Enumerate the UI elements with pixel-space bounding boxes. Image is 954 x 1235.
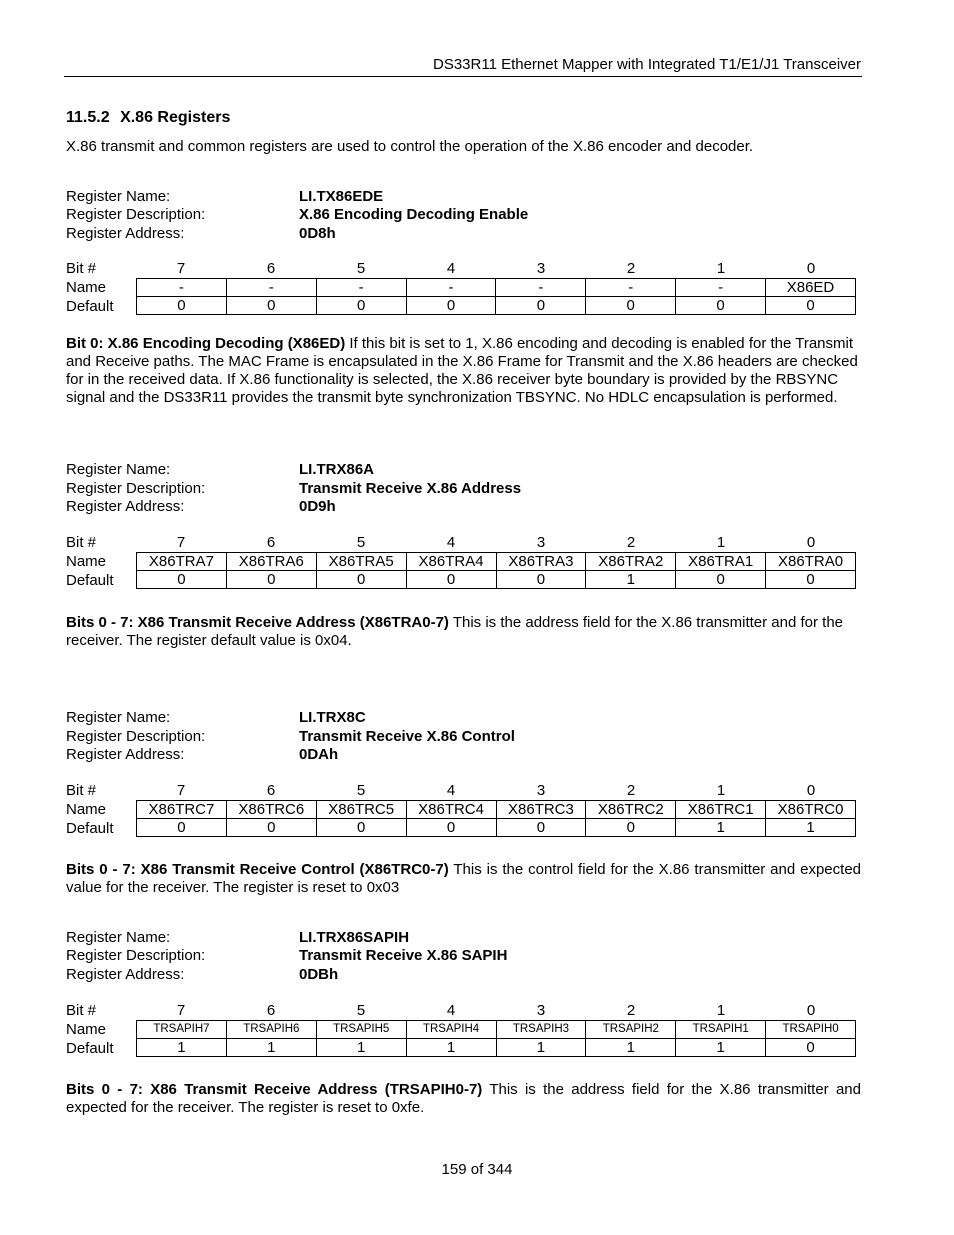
- bit-number: 6: [266, 1002, 276, 1019]
- register-description: Transmit Receive X.86 Address: [299, 480, 522, 497]
- bit-name-cell: TRSAPIH1: [676, 1021, 766, 1039]
- bit-name-cell: X86TRC3: [496, 801, 586, 819]
- bit-number: 3: [536, 1002, 546, 1019]
- bit-name-cell: -: [137, 279, 227, 297]
- bit-number: 6: [266, 534, 276, 551]
- bit-default-cell: 1: [316, 1039, 406, 1057]
- register-description-label: Register Description:: [66, 728, 206, 745]
- bit-name-label: Name: [66, 1021, 107, 1038]
- bit-default-cell: 0: [137, 819, 227, 837]
- bit-name-cell: -: [676, 279, 766, 297]
- bit-name-cell: X86TRC2: [586, 801, 676, 819]
- bit-name-cell: X86TRA7: [137, 553, 227, 571]
- page-header: DS33R11 Ethernet Mapper with Integrated T1/E1/J1 Transceiver: [432, 56, 861, 73]
- register-name: LI.TRX86A: [299, 461, 375, 478]
- bit-default-label: Default: [66, 572, 114, 589]
- bit-name-cell: X86TRA0: [766, 553, 856, 571]
- bit-name-cell: -: [406, 279, 496, 297]
- register-address-label: Register Address:: [66, 966, 185, 983]
- name-row: [137, 801, 856, 819]
- name-row: [137, 553, 856, 571]
- bit-default-cell: 1: [406, 1039, 496, 1057]
- bit-number: 6: [266, 782, 276, 799]
- register-bit-grid: [136, 552, 856, 589]
- register-description: Transmit Receive X.86 SAPIH: [299, 947, 508, 964]
- bit-name-cell: X86TRA4: [406, 553, 496, 571]
- bit-name-cell: X86TRA5: [316, 553, 406, 571]
- bit-number: 2: [626, 782, 636, 799]
- bit-default-cell: 1: [226, 1039, 316, 1057]
- register-name: LI.TRX86SAPIH: [299, 929, 410, 946]
- bit-number: 5: [356, 1002, 366, 1019]
- bit-number: 5: [356, 782, 366, 799]
- bit-number: 2: [626, 534, 636, 551]
- name-row: [137, 1021, 856, 1039]
- register-name: LI.TX86EDE: [299, 188, 384, 205]
- register-address: 0D8h: [299, 225, 336, 242]
- bit-default-cell: 0: [316, 819, 406, 837]
- bit-name-cell: TRSAPIH4: [406, 1021, 496, 1039]
- bit-name-cell: TRSAPIH6: [226, 1021, 316, 1039]
- bit-default-cell: 1: [586, 1039, 676, 1057]
- register-description: X.86 Encoding Decoding Enable: [299, 206, 529, 223]
- bit-default-cell: 0: [406, 571, 496, 589]
- register-description-label: Register Description:: [66, 206, 206, 223]
- bit-default-cell: 1: [676, 1039, 766, 1057]
- bit-default-cell: 0: [406, 297, 496, 315]
- register-description-label: Register Description:: [66, 480, 206, 497]
- bit-name-cell: -: [226, 279, 316, 297]
- register-name-label: Register Name:: [66, 709, 171, 726]
- bit-default-cell: 0: [586, 297, 676, 315]
- bit-number: 3: [536, 782, 546, 799]
- name-row: [137, 279, 856, 297]
- bit-description-title: Bits 0 - 7: X86 Transmit Receive Control (X86TRC0-7): [66, 861, 449, 878]
- bit-number: 7: [176, 1002, 186, 1019]
- bit-description-text: This is the control field for the X.86 transmitter and expected value for the receiver. The register is reset to 0x03: [66, 861, 862, 896]
- register-description: Transmit Receive X.86 Control: [299, 728, 515, 745]
- register-name: LI.TRX8C: [299, 709, 366, 726]
- bit-default-cell: 0: [766, 1039, 856, 1057]
- bit-number: 1: [716, 260, 726, 277]
- bit-name-cell: X86TRC1: [676, 801, 766, 819]
- bit-name-label: Name: [66, 553, 107, 570]
- section-heading: [66, 109, 230, 127]
- bit-default-label: Default: [66, 820, 114, 837]
- register-bit-grid: [136, 800, 856, 837]
- register-bit-grid: [136, 1020, 856, 1057]
- page-footer: 159 of 344: [441, 1161, 513, 1178]
- register-name-label: Register Name:: [66, 188, 171, 205]
- bit-name-cell: X86TRC6: [226, 801, 316, 819]
- bit-number: 3: [536, 534, 546, 551]
- register-address-label: Register Address:: [66, 225, 185, 242]
- header-rule: [64, 76, 862, 77]
- register-description-label: Register Description:: [66, 947, 206, 964]
- register-bit-grid: [136, 278, 856, 315]
- bit-default-cell: 0: [226, 297, 316, 315]
- bit-default-cell: 0: [226, 571, 316, 589]
- bit-default-cell: 1: [496, 1039, 586, 1057]
- bit-default-cell: 0: [316, 571, 406, 589]
- bit-default-cell: 1: [676, 819, 766, 837]
- bit-name-cell: X86TRA1: [676, 553, 766, 571]
- bit-default-cell: 0: [766, 571, 856, 589]
- bit-number: 5: [356, 260, 366, 277]
- default-row: [137, 819, 856, 837]
- bit-number: 3: [536, 260, 546, 277]
- default-row: [137, 571, 856, 589]
- register-address-label: Register Address:: [66, 746, 185, 763]
- bit-number: 0: [806, 782, 816, 799]
- bit-description-title: Bit 0: X.86 Encoding Decoding (X86ED): [66, 335, 346, 352]
- bit-name-cell: X86TRC0: [766, 801, 856, 819]
- bit-name-cell: TRSAPIH0: [766, 1021, 856, 1039]
- bit-number: 7: [176, 260, 186, 277]
- section-title: X.86 Registers: [120, 109, 231, 126]
- bit-number: 4: [446, 534, 456, 551]
- bit-number: 0: [806, 260, 816, 277]
- bit-name-cell: X86TRA6: [226, 553, 316, 571]
- bit-number: 7: [176, 534, 186, 551]
- bit-description: [66, 614, 861, 650]
- bit-number: 1: [716, 782, 726, 799]
- bit-description: [66, 861, 861, 897]
- bit-name-cell: -: [586, 279, 676, 297]
- bit-default-cell: 0: [676, 297, 766, 315]
- register-address: 0DBh: [299, 966, 339, 983]
- bit-number: 4: [446, 782, 456, 799]
- bit-default-cell: 0: [406, 819, 496, 837]
- bit-description-text: This is the address field for the X.86 transmitter and expected for the receiver. The register is reset to 0xfe.: [66, 1081, 861, 1116]
- bit-description-title: Bits 0 - 7: X86 Transmit Receive Address (X86TRA0-7): [66, 614, 449, 631]
- section-number: 11.5.2: [66, 109, 110, 126]
- bit-description-title: Bits 0 - 7: X86 Transmit Receive Address (TRSAPIH0-7): [66, 1081, 483, 1098]
- bit-number: 2: [626, 260, 636, 277]
- intro-paragraph: X.86 transmit and common registers are used to control the operation of the X.86 encoder and decoder.: [66, 138, 754, 155]
- bit-default-cell: 0: [137, 571, 227, 589]
- bit-name-label: Name: [66, 279, 107, 296]
- bit-default-cell: 0: [496, 297, 586, 315]
- bit-default-cell: 0: [137, 297, 227, 315]
- register-address: 0D9h: [299, 498, 336, 515]
- bit-number: 6: [266, 260, 276, 277]
- bit-name-cell: X86TRC4: [406, 801, 496, 819]
- bit-number-label: Bit #: [66, 534, 97, 551]
- bit-number: 0: [806, 1002, 816, 1019]
- default-row: [137, 297, 856, 315]
- bit-name-cell: TRSAPIH3: [496, 1021, 586, 1039]
- register-address: 0DAh: [299, 746, 339, 763]
- bit-name-cell: X86TRC5: [316, 801, 406, 819]
- bit-name-label: Name: [66, 801, 107, 818]
- bit-name-cell: -: [496, 279, 586, 297]
- bit-number: 1: [716, 1002, 726, 1019]
- bit-default-cell: 0: [586, 819, 676, 837]
- bit-description: [66, 1081, 861, 1117]
- register-name-label: Register Name:: [66, 929, 171, 946]
- bit-default-cell: 0: [316, 297, 406, 315]
- bit-description-text: This is the address field for the X.86 transmitter and for the receiver. The register default value is 0x04.: [66, 614, 844, 649]
- bit-default-cell: 1: [137, 1039, 227, 1057]
- bit-default-cell: 1: [586, 571, 676, 589]
- bit-description: [66, 335, 861, 407]
- bit-name-cell: X86TRA3: [496, 553, 586, 571]
- default-row: [137, 1039, 856, 1057]
- bit-number: 7: [176, 782, 186, 799]
- bit-name-cell: X86ED: [766, 279, 856, 297]
- bit-default-label: Default: [66, 1040, 114, 1057]
- bit-number: 5: [356, 534, 366, 551]
- bit-name-cell: X86TRC7: [137, 801, 227, 819]
- bit-name-cell: X86TRA2: [586, 553, 676, 571]
- bit-default-cell: 0: [496, 571, 586, 589]
- bit-number: 1: [716, 534, 726, 551]
- bit-description-text: If this bit is set to 1, X.86 encoding and decoding is enabled for the Transmit and Receive paths. The MAC Frame is encapsulated in the X.86 Frame for Transmit and the X.86 headers are checked for in the received data. If X.86 functionality is selected, the X.86 receiver byte boundary is provided by the RBSYNC signal and the DS33R11 provides the transmit byte synchronization TBSYNC. No HDLC encapsulation is performed.: [66, 335, 858, 406]
- bit-number-label: Bit #: [66, 1002, 97, 1019]
- bit-default-cell: 0: [226, 819, 316, 837]
- bit-name-cell: TRSAPIH2: [586, 1021, 676, 1039]
- bit-default-cell: 0: [676, 571, 766, 589]
- register-name-label: Register Name:: [66, 461, 171, 478]
- bit-default-label: Default: [66, 298, 114, 315]
- bit-number: 4: [446, 260, 456, 277]
- bit-number-label: Bit #: [66, 782, 97, 799]
- bit-name-cell: -: [316, 279, 406, 297]
- bit-default-cell: 0: [496, 819, 586, 837]
- bit-number: 4: [446, 1002, 456, 1019]
- bit-number: 0: [806, 534, 816, 551]
- bit-name-cell: TRSAPIH7: [137, 1021, 227, 1039]
- bit-default-cell: 0: [766, 297, 856, 315]
- bit-number-label: Bit #: [66, 260, 97, 277]
- bit-number: 2: [626, 1002, 636, 1019]
- bit-name-cell: TRSAPIH5: [316, 1021, 406, 1039]
- register-address-label: Register Address:: [66, 498, 185, 515]
- bit-default-cell: 1: [766, 819, 856, 837]
